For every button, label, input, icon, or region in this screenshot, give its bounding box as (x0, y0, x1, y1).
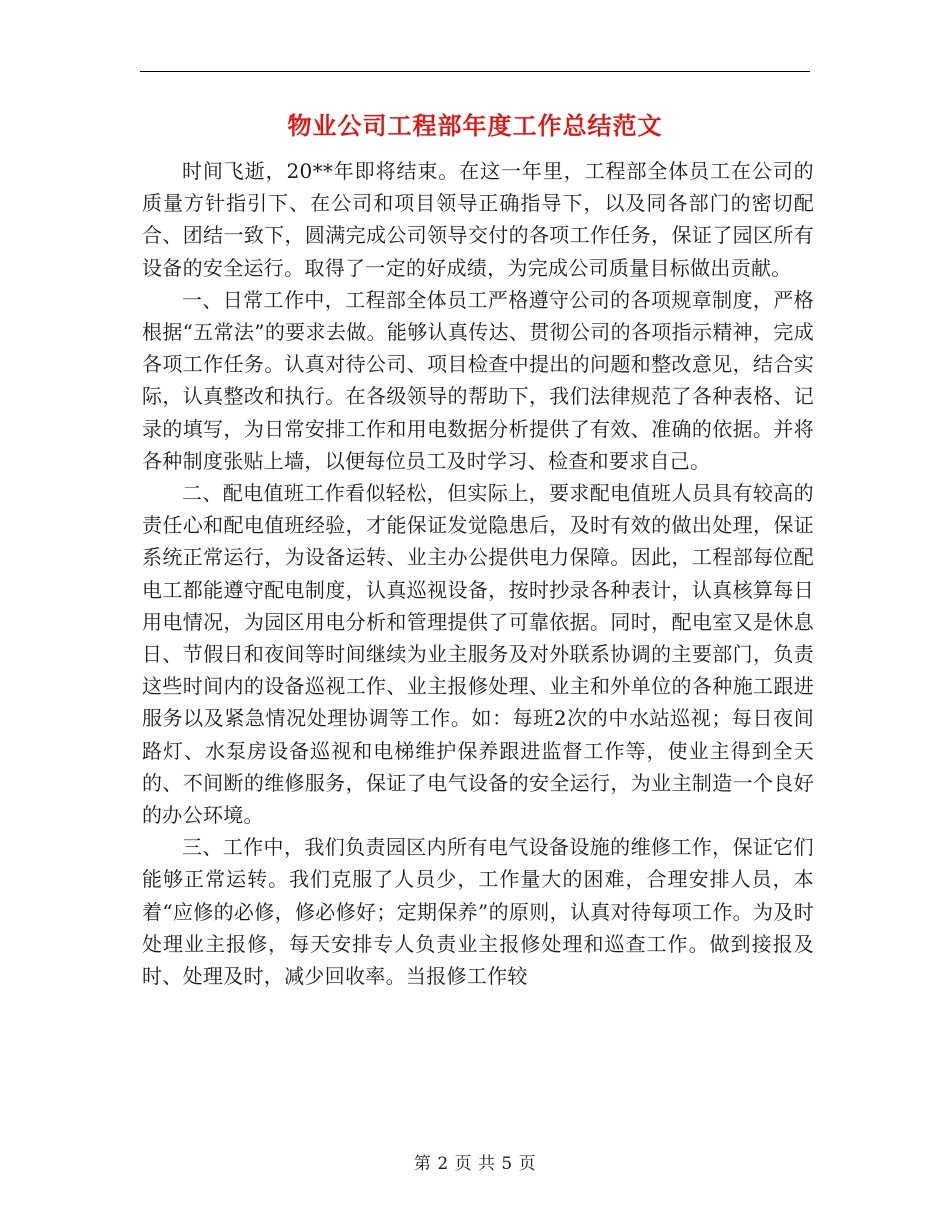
paragraph-intro: 时间飞逝，20**年即将结束。在这一年里，工程部全体员工在公司的质量方针指引下、在公司和项目领导正确指导下，以及同各部门的密切配合、团结一致下，圆满完成公司领导交付的各项工作任务，保证了园区所有设备的安全运行。取得了一定的好成绩，为完成公司质量目标做出贡献。 (142, 159, 814, 280)
paragraph-daily-work: 一、日常工作中，工程部全体员工严格遵守公司的各项规章制度，严格根据“五常法”的要求去做。能够认真传达、贯彻公司的各项指示精神，完成各项工作任务。认真对待公司、项目检查中提出的问题和整改意见，结合实际，认真整改和执行。在各级领导的帮助下，我们法律规范了各种表格、记录的填写，为日常安排工作和用电数据分析提供了有效、准确的依据。并将各种制度张贴上墙，以便每位员工及时学习、检查和要求自己。 (142, 287, 814, 473)
header-rule (140, 71, 810, 72)
paragraph-maintenance: 三、工作中，我们负责园区内所有电气设备设施的维修工作，保证它们能够正常运转。我们克服了人员少，工作量大的困难，合理安排人员，本着“应修的必修，修必修好；定期保养”的原则，认真对待每项工作。为及时处理业主报修，每天安排专人负责业主报修处理和巡查工作。做到接报及时、处理及时，减少回收率。当报修工作较 (142, 835, 814, 989)
page-number: 第 2 页 共 5 页 (413, 1154, 537, 1174)
paragraph-power-duty: 二、配电值班工作看似轻松，但实际上，要求配电值班人员具有较高的责任心和配电值班经验，才能保证发觉隐患后，及时有效的做出处理，保证系统正常运行，为设备运转、业主办公提供电力保障。因此，工程部每位配电工都能遵守配电制度，认真巡视设备，按时抄录各种表计，认真核算每日用电情况，为园区用电分析和管理提供了可靠依据。同时，配电室又是休息日、节假日和夜间等时间继续为业主服务及对外联系协调的主要部门，负责这些时间内的设备巡视工作、业主报修处理、业主和外单位的各种施工跟进服务以及紧急情况处理协调等工作。如：每班2次的中水站巡视；每日夜间路灯、水泵房设备巡视和电梯维护保养跟进监督工作等，使业主得到全天的、不间断的维修服务，保证了电气设备的安全运行，为业主制造一个良好的办公环境。 (142, 481, 814, 828)
document-body (142, 155, 814, 992)
document-title: 物业公司工程部年度工作总结范文 (287, 111, 663, 140)
